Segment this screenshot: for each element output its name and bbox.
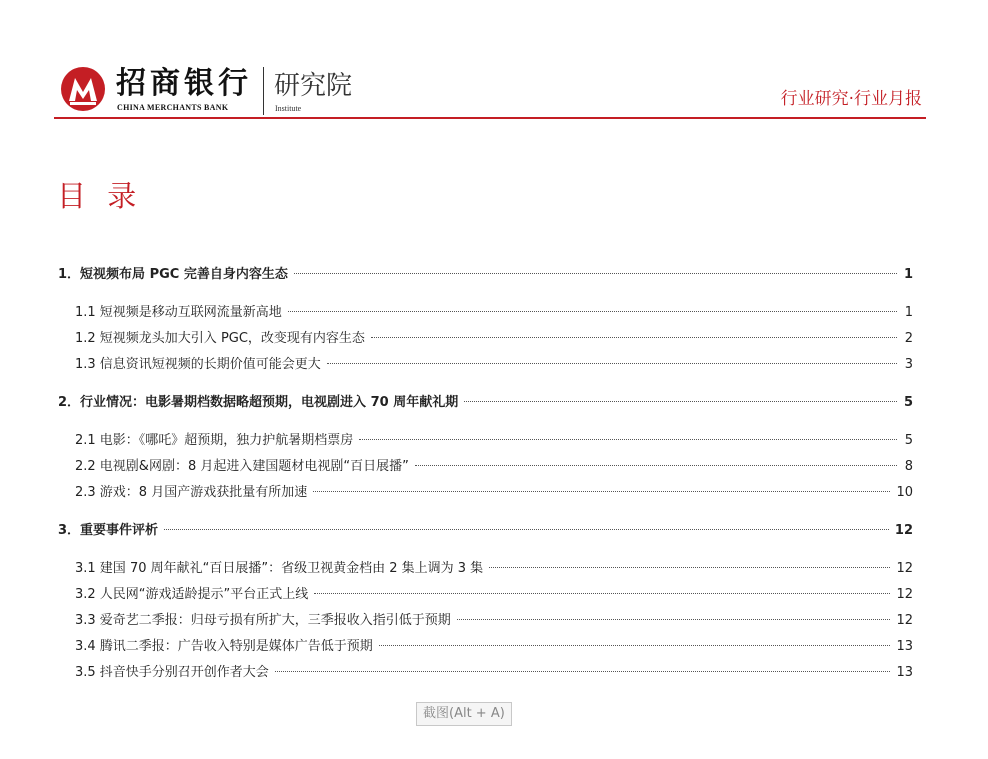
report-header — [54, 62, 926, 118]
cmb-logo-icon — [60, 66, 106, 112]
toc-leader — [359, 439, 897, 440]
toc-entry[interactable] — [58, 556, 913, 582]
toc-entry-page: 5 — [903, 395, 913, 410]
toc-title: 目 录 — [57, 179, 143, 213]
toc-entry-label: 3．重要事件评析 — [58, 523, 159, 538]
toc-entry-page: 1 — [903, 267, 913, 282]
toc-entry-page: 12 — [896, 561, 913, 576]
toc-entry-label: 3.3 爱奇艺二季报：归母亏损有所扩大，三季报收入指引低于预期 — [75, 613, 451, 628]
toc-entry-label: 1.2 短视频龙头加大引入 PGC，改变现有内容生态 — [75, 331, 365, 346]
toc-entry-label: 2.2 电视剧&网剧：8 月起进入建国题材电视剧“百日展播” — [75, 459, 409, 474]
toc-entry-label: 1．短视频布局 PGC 完善自身内容生态 — [58, 267, 288, 282]
toc-entry[interactable] — [58, 454, 913, 480]
toc-entry-label: 2．行业情况：电影暑期档数据略超预期，电视剧进入 70 周年献礼期 — [58, 395, 459, 410]
table-of-contents — [58, 262, 913, 686]
toc-entry-page: 2 — [904, 331, 913, 346]
toc-entry[interactable] — [58, 480, 913, 506]
toc-entry[interactable] — [58, 428, 913, 454]
toc-entry-page: 13 — [896, 665, 913, 680]
toc-entry[interactable] — [58, 390, 913, 416]
toc-entry-label: 3.2 人民网“游戏适龄提示”平台正式上线 — [75, 587, 309, 602]
toc-leader — [379, 645, 891, 646]
toc-entry-page: 8 — [904, 459, 913, 474]
toc-entry[interactable] — [58, 262, 913, 288]
toc-entry[interactable] — [58, 352, 913, 378]
toc-entry[interactable] — [58, 660, 913, 686]
toc-leader — [415, 465, 897, 466]
toc-entry[interactable] — [58, 300, 913, 326]
bank-name-en: CHINA MERCHANTS BANK — [117, 103, 229, 112]
toc-entry-label: 3.5 抖音快手分别召开创作者大会 — [75, 665, 269, 680]
institute-name-cn: 研究院 — [274, 71, 353, 101]
header-rule — [54, 117, 926, 119]
toc-entry-label: 1.3 信息资讯短视频的长期价值可能会更大 — [75, 357, 321, 372]
toc-leader — [327, 363, 897, 364]
toc-entry-page: 12 — [896, 587, 913, 602]
toc-leader — [313, 491, 890, 492]
toc-entry-page: 12 — [896, 613, 913, 628]
report-type: 行业研究·行业月报 — [780, 89, 922, 109]
toc-entry-label: 1.1 短视频是移动互联网流量新高地 — [75, 305, 282, 320]
toc-leader — [314, 593, 890, 594]
toc-leader — [489, 567, 890, 568]
toc-entry-page: 13 — [896, 639, 913, 654]
toc-entry[interactable] — [58, 518, 913, 544]
toc-entry[interactable] — [58, 326, 913, 352]
bank-name-cn: 招商银行 — [116, 66, 252, 101]
toc-leader — [371, 337, 897, 338]
logo-divider — [263, 67, 264, 115]
toc-entry-label: 3.1 建国 70 周年献礼“百日展播”：省级卫视黄金档由 2 集上调为 3 集 — [75, 561, 484, 576]
toc-leader — [464, 401, 897, 402]
toc-entry-page: 12 — [894, 523, 913, 538]
institute-name-en: Institute — [275, 104, 302, 113]
toc-leader — [275, 671, 891, 672]
screenshot-tooltip: 截图(Alt + A) — [416, 702, 512, 726]
toc-entry-page: 10 — [896, 485, 913, 500]
toc-entry-page: 5 — [904, 433, 913, 448]
toc-entry[interactable] — [58, 608, 913, 634]
toc-entry-page: 1 — [904, 305, 913, 320]
toc-entry[interactable] — [58, 634, 913, 660]
toc-entry-label: 3.4 腾讯二季报：广告收入特别是媒体广告低于预期 — [75, 639, 373, 654]
toc-leader — [288, 311, 897, 312]
toc-entry-label: 2.1 电影：《哪吒》超预期，独力护航暑期档票房 — [75, 433, 354, 448]
toc-leader — [164, 529, 889, 530]
toc-entry-page: 3 — [904, 357, 913, 372]
toc-entry-label: 2.3 游戏：8 月国产游戏获批量有所加速 — [75, 485, 308, 500]
toc-entry[interactable] — [58, 582, 913, 608]
toc-leader — [457, 619, 891, 620]
toc-leader — [294, 273, 897, 274]
